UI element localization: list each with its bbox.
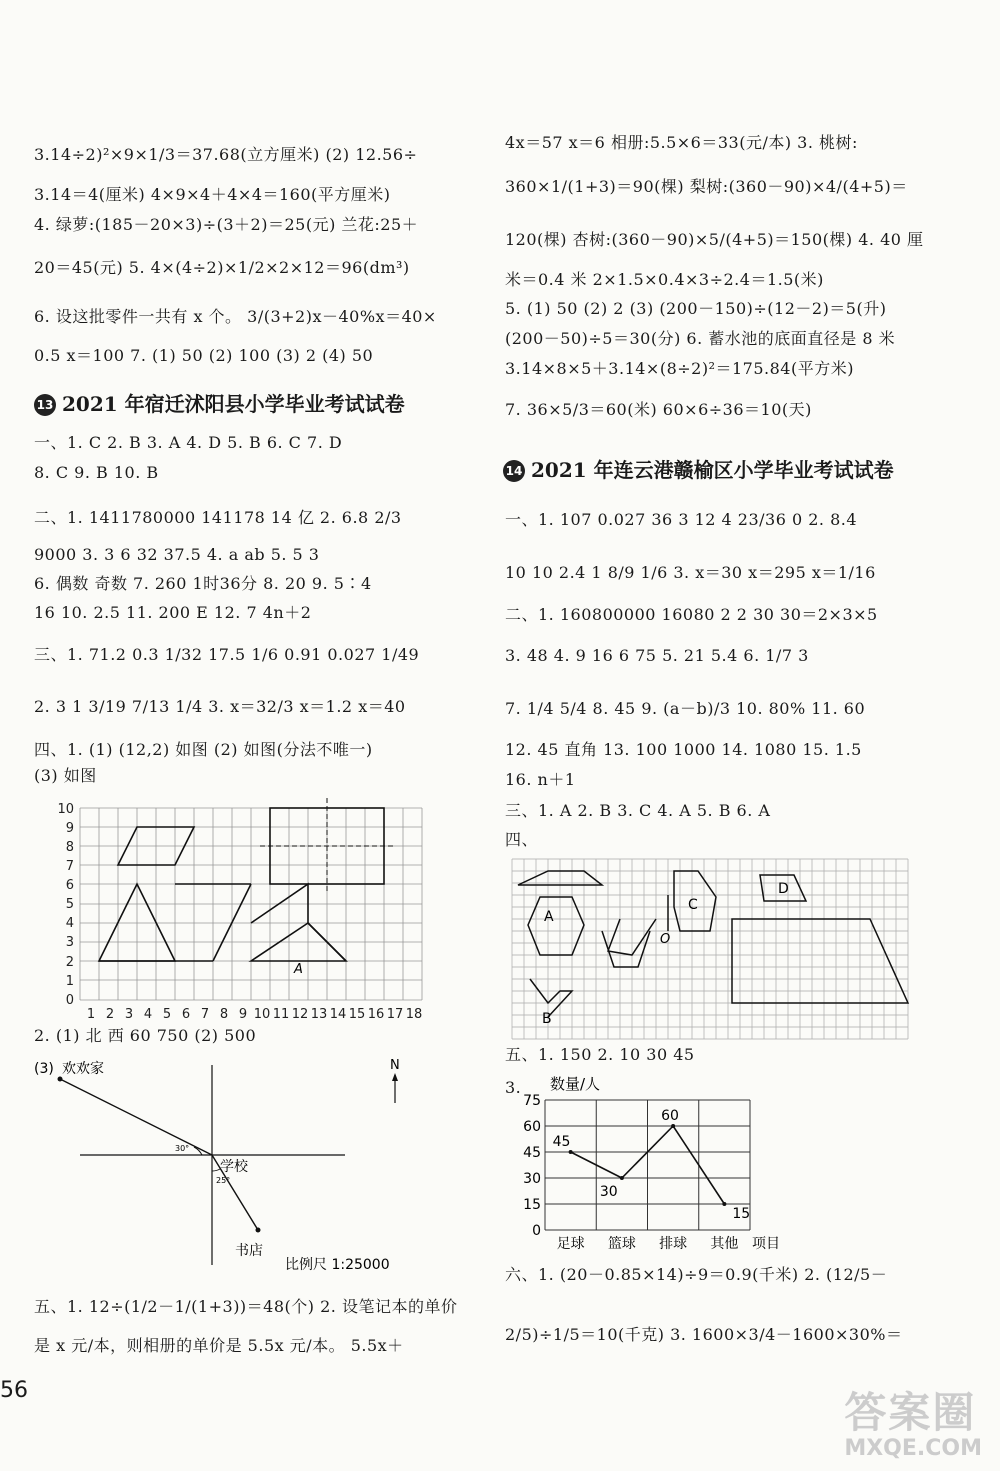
direction-map-figure (30, 1055, 430, 1285)
pentagon-a-shape (528, 897, 584, 955)
text-line: 2. 3 1 3/19 7/13 1/4 3. x＝32/3 x＝1.2 x＝40 (34, 697, 406, 716)
chart-marks (553, 1108, 751, 1222)
data-point (722, 1202, 726, 1206)
text-line: 6. 设这批零件一共有 x 个。 3/(3+2)x－40%x＝40× (34, 307, 437, 326)
tick-label: 6 (181, 1007, 191, 1022)
text-line: 9000 3. 3 6 32 37.5 4. a ab 5. 5 3 (34, 545, 320, 564)
x-tick-label: 排球 (659, 1236, 688, 1252)
data-point (671, 1124, 675, 1128)
text-line: 三、1. A 2. B 3. C 4. A 5. B 6. A (505, 801, 771, 820)
x-axis-label: 项目 (752, 1236, 780, 1252)
y-tick-label: 60 (523, 1119, 541, 1135)
home-label: 欢欢家 (62, 1061, 104, 1077)
drawn-shapes (99, 808, 384, 961)
text-line: 三、1. 71.2 0.3 1/32 17.5 1/6 0.91 0.027 1/49 (34, 645, 420, 664)
y-axis-label: 数量/人 (550, 1075, 601, 1093)
y-tick-label: 0 (532, 1223, 541, 1239)
text-line: 10 10 2.4 1 8/9 1/6 3. x＝30 x＝295 x＝1/16 (505, 563, 876, 582)
store-label: 书店 (235, 1243, 263, 1259)
tick-label: 14 (329, 1007, 347, 1022)
section-number-badge: 14 (503, 460, 525, 482)
tick-label: 17 (386, 1007, 404, 1022)
tick-label: 10 (57, 802, 74, 817)
scale-label: 比例尺 1:25000 (285, 1257, 390, 1273)
y-tick-label: 15 (523, 1197, 541, 1213)
tick-label: 16 (367, 1007, 385, 1022)
chart-ticks (523, 1093, 780, 1252)
text-line: (200－50)÷5＝30(分) 6. 蓄水池的底面直径是 8 米 (505, 329, 896, 348)
y-tick-label: 30 (523, 1171, 541, 1187)
question-label: (3) (34, 1061, 54, 1077)
tick-label: 2 (65, 955, 74, 970)
section-title-13 (34, 388, 405, 417)
chart-grid (545, 1100, 750, 1230)
data-point (620, 1176, 624, 1180)
drawn-shapes (518, 871, 908, 1017)
tick-label: 4 (143, 1007, 153, 1022)
text-line: 是 x 元/本，则相册的单价是 5.5x 元/本。 5.5x＋ (34, 1336, 404, 1355)
line-chart (505, 1075, 805, 1255)
text-line: 4x＝57 x＝6 相册:5.5×6＝33(元/本) 3. 桃树: (505, 133, 858, 152)
page-number: 56 (0, 1378, 28, 1403)
text-line: 米＝0.4 米 2×1.5×0.4×3÷2.4＝1.5(米) (505, 270, 824, 289)
watermark (844, 1380, 982, 1461)
tick-label: 18 (405, 1007, 423, 1022)
tick-label: 5 (162, 1007, 172, 1022)
angle-label: 25° (216, 1176, 231, 1185)
text-line: 16. n＋1 (505, 770, 576, 789)
text-line: 0.5 x＝100 7. (1) 50 (2) 100 (3) 2 (4) 50 (34, 346, 374, 365)
data-label: 45 (552, 1134, 571, 1150)
shape-label: D (778, 881, 789, 897)
section-title-text: 2021 年宿迁沭阳县小学毕业考试试卷 (62, 392, 405, 416)
tick-label: 15 (348, 1007, 366, 1022)
shape-label: B (542, 1011, 552, 1027)
text-line: 12. 45 直角 13. 100 1000 14. 1080 15. 1.5 (505, 740, 862, 759)
coordinate-grid-figure (50, 798, 440, 1023)
text-line: 20＝45(元) 5. 4×(4÷2)×1/2×2×12＝96(dm³) (34, 258, 410, 277)
tick-label: 7 (200, 1007, 210, 1022)
home-route-line (60, 1079, 212, 1155)
x-tick-label: 篮球 (607, 1236, 636, 1252)
text-line: 16 10. 2.5 11. 200 E 12. 7 4n＋2 (34, 603, 312, 622)
text-line: 360×1/(1+3)＝90(棵) 梨树:(360－90)×4/(4+5)＝ (505, 177, 908, 196)
text-line: 7. 36×5/3＝60(米) 60×6÷36＝10(天) (505, 400, 812, 419)
tick-label: 8 (65, 840, 74, 855)
text-line: 3. (505, 1078, 522, 1097)
text-line: 五、1. 12÷(1/2－1/(1+3))＝48(个) 2. 设笔记本的单价 (34, 1297, 458, 1316)
text-line: 2. (1) 北 西 60 750 (2) 500 (34, 1026, 257, 1045)
text-line: 2/5)÷1/5＝10(千克) 3. 1600×3/4－1600×30%＝ (505, 1325, 903, 1344)
y-axis-labels (57, 802, 74, 1008)
polyline-shape (251, 884, 346, 961)
text-line: 6. 偶数 奇数 7. 260 1时36分 8. 20 9. 5∶4 (34, 574, 372, 593)
angle-arc (212, 1169, 220, 1171)
text-line: 3.14＝4(厘米) 4×9×4＋4×4＝160(平方厘米) (34, 185, 391, 204)
y-tick-label: 75 (523, 1093, 541, 1109)
text-line: 二、1. 1411780000 141178 14 亿 2. 6.8 2/3 (34, 508, 402, 527)
watermark-text: 答案圈 (844, 1388, 977, 1437)
tick-label: 6 (65, 878, 74, 893)
text-line: 一、1. C 2. B 3. A 4. D 5. B 6. C 7. D (34, 433, 343, 452)
watermark-url: MXQE.COM (844, 1436, 982, 1461)
text-line: 120(棵) 杏树:(360－90)×5/(4+5)＝150(棵) 4. 40 厘 (505, 230, 924, 249)
point-label: A (294, 962, 303, 977)
tick-label: 0 (65, 993, 74, 1008)
text-line: 8. C 9. B 10. B (34, 463, 159, 482)
north-label: N (390, 1058, 400, 1073)
tick-label: 9 (65, 821, 74, 836)
tick-label: 10 (253, 1007, 271, 1022)
shape-label: C (688, 897, 698, 913)
shape-label: A (544, 909, 554, 925)
data-label: 60 (661, 1108, 679, 1124)
data-point (569, 1150, 573, 1154)
x-tick-label: 其他 (710, 1236, 739, 1252)
tick-label: 13 (310, 1007, 328, 1022)
y-tick-label: 45 (523, 1145, 541, 1161)
text-line: 3.14÷2)²×9×1/3＝37.68(立方厘米) (2) 12.56÷ (34, 145, 418, 164)
tick-label: 2 (105, 1007, 115, 1022)
shape-grid-figure (500, 855, 920, 1050)
tick-label: 8 (219, 1007, 229, 1022)
tick-label: 1 (86, 1007, 96, 1022)
text-line: 四、 (505, 830, 539, 849)
tick-label: 9 (238, 1007, 248, 1022)
section-number-badge: 13 (34, 394, 56, 416)
store-point (256, 1228, 261, 1233)
angle-label: 30° (175, 1144, 190, 1153)
text-line: 4. 绿萝:(185－20×3)÷(3＋2)＝25(元) 兰花:25＋ (34, 215, 419, 234)
tick-label: 1 (65, 974, 74, 989)
grid-lines (512, 859, 908, 1039)
text-line: 一、1. 107 0.027 36 3 12 4 23/36 0 2. 8.4 (505, 510, 858, 529)
tick-label: 3 (124, 1007, 134, 1022)
data-label: 15 (732, 1206, 751, 1222)
text-line: 3. 48 4. 9 16 6 75 5. 21 5.4 6. 1/7 3 (505, 646, 809, 665)
x-tick-label: 足球 (556, 1236, 585, 1252)
arrowhead-icon (392, 1073, 398, 1081)
tick-label: 4 (65, 916, 74, 931)
section-title-14 (503, 454, 894, 483)
school-label: 学校 (220, 1159, 248, 1175)
point-label: O (660, 932, 671, 947)
tick-label: 3 (65, 935, 74, 950)
text-line: 四、1. (1) (12,2) 如图 (2) 如图(分法不唯一) (34, 740, 373, 759)
x-axis-labels (87, 1007, 422, 1022)
tick-label: 5 (65, 897, 74, 912)
tick-label: 7 (65, 859, 74, 874)
text-line: 六、1. (20－0.85×14)÷9＝0.9(千米) 2. (12/5－ (505, 1265, 888, 1284)
data-label: 30 (599, 1184, 618, 1200)
section-title-text: 2021 年连云港赣榆区小学毕业考试试卷 (531, 458, 894, 482)
tick-label: 12 (291, 1007, 309, 1022)
symmetry-axes (260, 798, 395, 894)
text-line: 3.14×8×5＋3.14×(8÷2)²＝175.84(平方米) (505, 359, 854, 378)
home-point (58, 1077, 63, 1082)
large-trapezoid-shape (732, 919, 908, 1003)
text-line: (3) 如图 (34, 766, 97, 785)
text-line: 五、1. 150 2. 10 30 45 (505, 1045, 695, 1064)
text-line: 5. (1) 50 (2) 2 (3) (200－150)÷(12－2)＝5(升) (505, 299, 887, 318)
text-line: 二、1. 160800000 16080 2 2 30 30＝2×3×5 (505, 605, 878, 624)
tick-label: 11 (272, 1007, 290, 1022)
text-line: 7. 1/4 5/4 8. 45 9. (a－b)/3 10. 80% 11. 60 (505, 699, 866, 718)
